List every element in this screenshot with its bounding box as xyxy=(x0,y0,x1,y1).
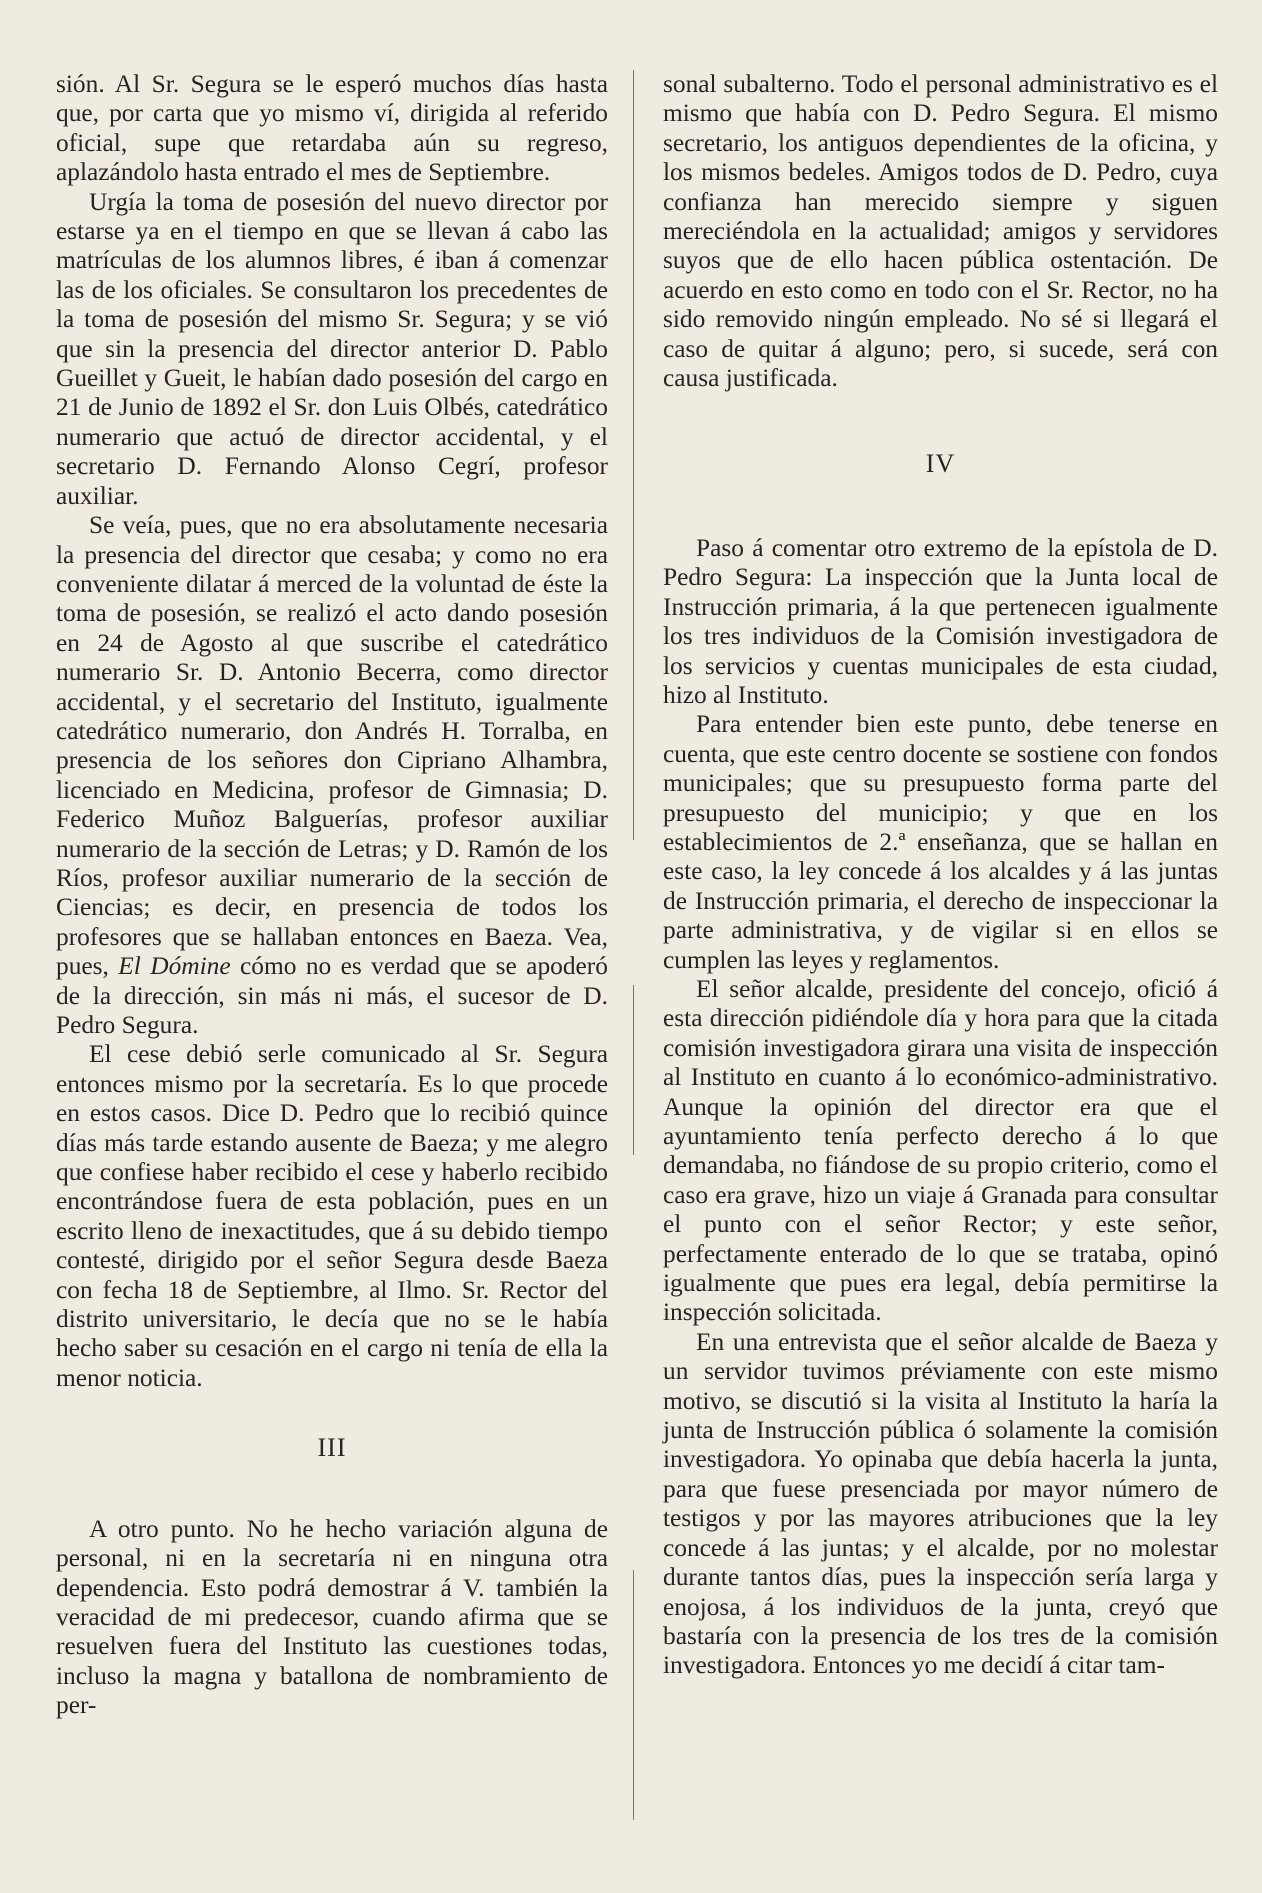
left-column xyxy=(56,70,608,1721)
section-heading-iii: III xyxy=(317,1433,347,1463)
paragraph xyxy=(56,511,608,1040)
paragraph: Paso á comentar otro extremo de la epístola de D. Pedro Segura: La inspección que la Junta local de Instrucción primaria, á la que pertenecen igualmente los tres individuos de la Comisión investigadora de los servicios y cuentas municipales de esta ciudad, hizo al Instituto. xyxy=(663,533,1218,709)
section-heading-iv: IV xyxy=(925,449,956,479)
newspaper-title: El Dómine xyxy=(118,952,231,981)
right-column xyxy=(663,70,1218,1681)
paragraph: A otro punto. No he hecho variación alguna de personal, ni en la secretaría ni en ninguna otra dependencia. Esto podrá demostrar á V. también la veracidad de mi predecesor, cuando afirma que se resuelven fuera del Instituto las cuestiones todas, incluso la magna y batallona de nombramiento de per- xyxy=(56,1514,608,1720)
paragraph: En una entrevista que el señor alcalde de Baeza y un servidor tuvimos préviamente con este mismo motivo, se discutió si la visita al Instituto la haría la junta de Instrucción pública ó solamente la comisión investigadora. Yo opinaba que debía hacerla la junta, para que fuese presenciada por mayor número de testigos y por las mayores atribuciones que la ley concede á las juntas; y el alcalde, por no molestar durante tantos días, pues la inspección sería larga y enojosa, á los individuos de la junta, creyó que bastaría con la presencia de los tres de la comisión investigadora. Entonces yo me decidí á citar tam- xyxy=(663,1327,1218,1680)
column-divider xyxy=(633,70,634,840)
paragraph: Urgía la toma de posesión del nuevo director por estarse ya en el tiempo en que se llevan á cabo las matrículas de los alumnos libres, é iban á comenzar las de los oficiales. Se consultaron los precedentes de la toma de posesión del mismo Sr. Segura; y se vió que sin la presencia del director anterior D. Pablo Gueillet y Gueit, le habían dado posesión del cargo en 21 de Junio de 1892 el Sr. don Luis Olbés, catedrático numerario que actuó de director accidental, y el secretario D. Fernando Alonso Cegrí, profesor auxiliar. xyxy=(56,187,608,510)
paragraph: sonal subalterno. Todo el personal administrativo es el mismo que había con D. Pedro Segura. El mismo secretario, los antiguos dependientes de la oficina, y los mismos bedeles. Amigos todos de D. Pedro, cuya confianza han merecido siempre y siguen mereciéndola en la actualidad; amigos y servidores suyos que de ello hacen pública ostentación. De acuerdo en esto como en todo con el Sr. Rector, no ha sido removido ningún empleado. No sé si llegará el caso de quitar á alguno; pero, si sucede, será con causa justificada. xyxy=(663,70,1218,393)
paragraph-text: Se veía, pues, que no era absolutamente necesaria la presencia del director que cesaba; y como no era conveniente dilatar á merced de la voluntad de éste la toma de posesión, se realizó el acto dando posesión en 24 de Agosto al que suscribe el catedrático numerario Sr. D. Antonio Becerra, como director accidental, y el secretario del Instituto, igualmente catedrático numerario, don Andrés H. Torralba, en presencia de los señores don Cipriano Alhambra, licenciado en Medicina, profesor de Gimnasia; D. Federico Muñoz Balguerías, profesor auxiliar numerario de la sección de Letras; y D. Ramón de los Ríos, profesor auxiliar numerario de la sección de Ciencias; es decir, en presencia de todos los profesores que se hallaban entonces en Baeza. Vea, pues, xyxy=(56,511,608,981)
column-divider xyxy=(633,1570,634,1820)
paragraph: Para entender bien este punto, debe tenerse en cuenta, que este centro docente se sostiene con fondos municipales; que su presupuesto forma parte del presupuesto del municipio; y que en los establecimientos de 2.ª enseñanza, que se hallan en este caso, la ley concede á los alcaldes y á las juntas de Instrucción primaria, el derecho de inspeccionar la parte administrativa, y de vigilar si en ellos se cumplen las leyes y reglamentos. xyxy=(663,710,1218,974)
paragraph-text: cómo no es verdad que se apoderó de la dirección, sin más ni más, el sucesor de D. Pedro Segura. xyxy=(56,952,608,1039)
column-divider xyxy=(633,985,634,1155)
paragraph: El cese debió serle comunicado al Sr. Segura entonces mismo por la secretaría. Es lo que procede en estos casos. Dice D. Pedro que lo recibió quince días más tarde estando ausente de Baeza; y me alegro que confiese haber recibido el cese y haberlo recibido encontrándose fuera de esta población, pues en un escrito lleno de inexactitudes, que á su debido tiempo contesté, dirigido por el señor Segura desde Baeza con fecha 18 de Septiembre, al Ilmo. Sr. Rector del distrito universitario, le decía que no se le había hecho saber su cesación en el cargo ni tenía de ella la menor noticia. xyxy=(56,1040,608,1392)
paragraph: El señor alcalde, presidente del concejo, ofició á esta dirección pidiéndole día y hora para que la citada comisión investigadora girara una visita de inspección al Instituto en cuanto á lo económico-administrativo. Aunque la opinión del director era que el ayuntamiento tenía perfecto derecho á lo que demandaba, no fiándose de su propio criterio, como el caso era grave, hizo un viaje á Granada para consultar el punto con el señor Rector; y este señor, perfectamente enterado de lo que se trataba, opinó igualmente que pues era legal, debía permitirse la inspección solicitada. xyxy=(663,974,1218,1327)
paragraph: sión. Al Sr. Segura se le esperó muchos días hasta que, por carta que yo mismo ví, dirigida al referido oficial, supe que retardaba aún su regreso, aplazándolo hasta entrado el mes de Septiembre. xyxy=(56,70,608,187)
